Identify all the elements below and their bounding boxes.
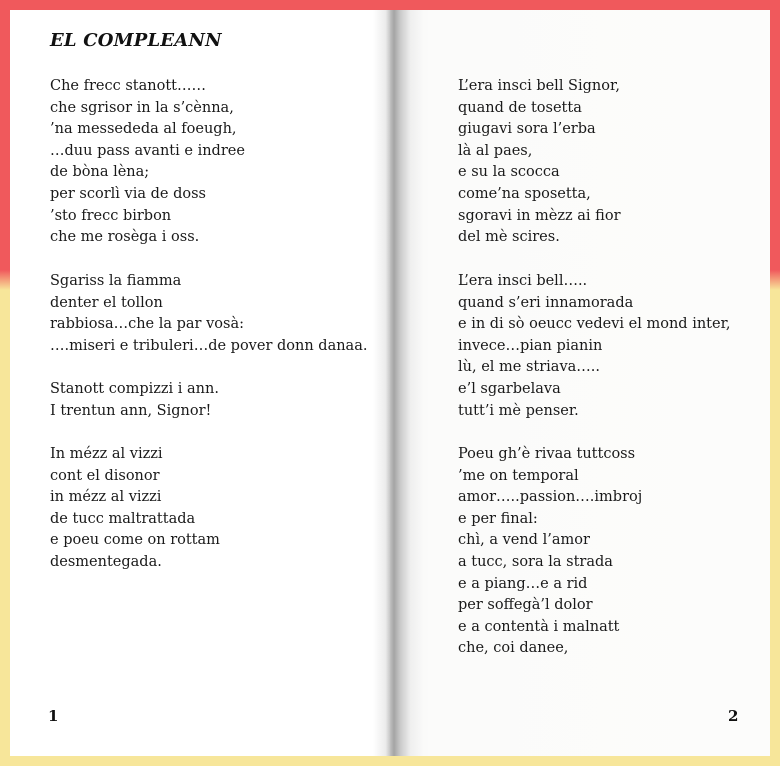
poem-line: che me rosèga i oss. (50, 229, 200, 246)
poem-line: del mè scires. (458, 229, 560, 246)
book-gutter (373, 10, 423, 756)
poem-title: EL COMPLEANN (50, 30, 222, 51)
poem-line: Sgariss la fiamma (50, 273, 182, 289)
poem-line: quand s’eri innamorada (458, 294, 634, 311)
stanza-7 (458, 444, 642, 660)
poem-line: quand de tosetta (458, 99, 582, 116)
poem-line: come’na sposetta, (458, 185, 591, 202)
poem-line: I trentun ann, Signor! (50, 402, 212, 419)
poem-line: e poeu come on rottam (50, 532, 220, 549)
poem-line: in mézz al vizzi (50, 489, 162, 506)
poem-line: per scorlì via de doss (50, 185, 206, 202)
poem-line: desmentegada. (50, 553, 162, 570)
poem-line: che, coi danee, (458, 640, 569, 657)
poem-line: L’era insci bell….. (458, 273, 588, 289)
stanza-1 (50, 76, 245, 249)
poem-line: per soffegà’l dolor (458, 597, 593, 614)
stanza-5 (458, 76, 621, 249)
poem-line: a tucc, sora la strada (458, 553, 613, 570)
poem-line: e a piang…e a rid (458, 575, 588, 592)
book-spread (10, 10, 770, 756)
poem-line: amor…..passion….imbroj (458, 489, 643, 506)
poem-line: sgoravi in mèzz ai fior (458, 207, 621, 224)
poem-line: ’me on temporal (458, 467, 579, 484)
poem-line: cont el disonor (50, 467, 160, 484)
poem-line: chì, a vend l’amor (458, 532, 590, 549)
poem-line: e a contentà i malnatt (458, 618, 620, 635)
poem-line: e per final: (458, 510, 538, 527)
stanza-2 (50, 271, 367, 357)
poem-line: che sgrisor in la s’cènna, (50, 99, 234, 116)
poem-line: giugavi sora l’erba (458, 121, 596, 138)
left-page (10, 10, 390, 756)
stanza-3 (50, 379, 219, 422)
page-number-left: 1 (48, 707, 59, 725)
stanza-6 (458, 271, 731, 422)
poem-line: In mézz al vizzi (50, 446, 163, 462)
poem-line: L’era insci bell Signor, (458, 78, 620, 94)
page-number-right: 2 (728, 707, 739, 725)
poem-line: e su la scocca (458, 164, 560, 181)
right-page (390, 10, 770, 756)
poem-line: lù, el me striava….. (458, 359, 600, 376)
poem-line: ….miseri e tribuleri…de pover donn danaa. (50, 337, 368, 354)
poem-line: e’l sgarbelava (458, 380, 561, 397)
poem-line: ’na messededa al foeugh, (50, 121, 237, 138)
poem-line: de tucc maltrattada (50, 510, 196, 527)
poem-line: Che frecc stanott…… (50, 78, 206, 94)
poem-line: là al paes, (458, 142, 533, 159)
poem-line: Stanott compizzi i ann. (50, 381, 219, 397)
poem-line: tutt’i mè penser. (458, 402, 579, 419)
stanza-4 (50, 444, 220, 574)
poem-line: denter el tollon (50, 294, 163, 311)
poem-line: rabbiosa…che la par vosà: (50, 316, 244, 333)
poem-line: e in di sò oeucc vedevi el mond inter, (458, 316, 731, 333)
poem-line: …duu pass avanti e indree (50, 142, 245, 159)
poem-line: Poeu gh’è rivaa tuttcoss (458, 446, 636, 462)
poem-line: invece…pian pianin (458, 337, 603, 354)
poem-line: ’sto frecc birbon (50, 207, 172, 224)
poem-line: de bòna lèna; (50, 164, 150, 181)
